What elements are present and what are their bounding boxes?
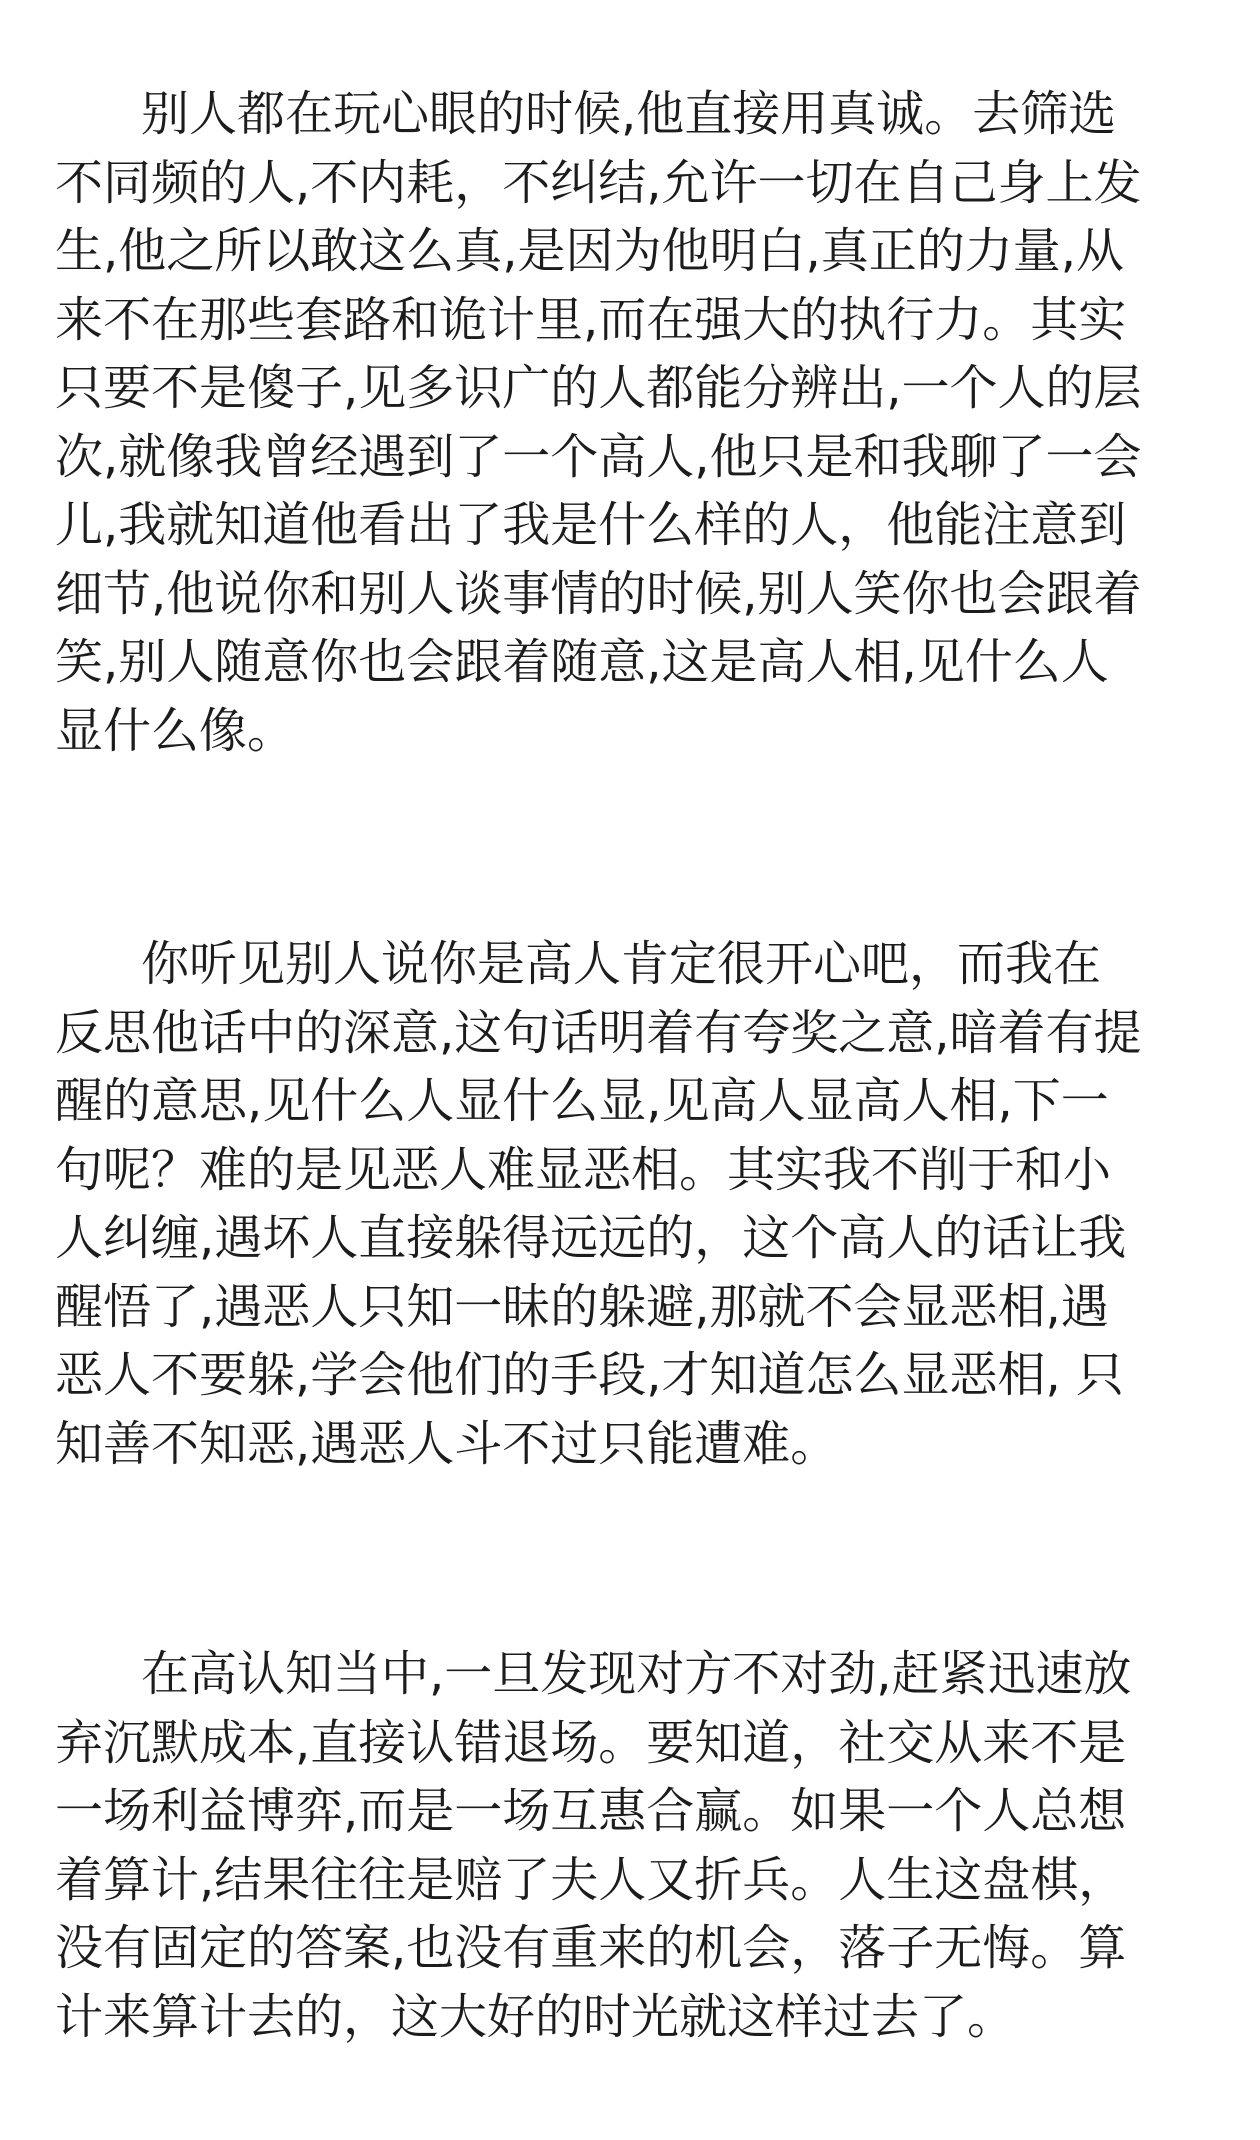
paragraph-line: 反思他话中的深意,这句话明着有夸奖之意,暗着有提	[55, 1004, 1142, 1061]
paragraph-line: 知善不知恶,遇恶人斗不过只能遭难。	[55, 1415, 839, 1472]
paragraph-line: 笑,别人随意你也会跟着随意,这是高人相,见什么人	[55, 634, 1109, 690]
paragraph-line: 醒悟了,遇恶人只知一昧的躲避,那就不会显恶相,遇	[55, 1278, 1109, 1335]
paragraph-line: 显什么像。	[55, 702, 296, 759]
paragraph-line: 一场利益博弈,而是一场互惠合赢。如果一个人总想	[55, 1783, 1127, 1839]
paragraph-line: 生,他之所以敢这么真,是因为他明白,真正的力量,从	[55, 223, 1125, 279]
paragraph-line: 只要不是傻子,见多识广的人都能分辨出,一个人的层	[55, 360, 1142, 416]
paragraph-line: 没有固定的答案,也没有重来的机会，落子无悔。算	[55, 1920, 1127, 1976]
paragraph-1	[55, 80, 1207, 765]
paragraph-line: 来不在那些套路和诡计里,而在强大的执行力。其实	[55, 291, 1127, 348]
paragraph-line: 在高认知当中,一旦发现对方不对劲,赶紧迅速放	[141, 1646, 1132, 1702]
paragraph-line: 儿,我就知道他看出了我是什么样的人，他能注意到	[55, 497, 1127, 553]
paragraph-3	[55, 1640, 1207, 2051]
paragraph-line: 着算计,结果往往是赔了夫人又折兵。人生这盘棋，	[55, 1851, 1127, 1908]
paragraph-line: 恶人不要躲,学会他们的手段,才知道怎么显恶相, 只	[55, 1347, 1125, 1403]
paragraph-line: 句呢？难的是见恶人难显恶相。其实我不削于和小	[55, 1141, 1112, 1198]
paragraph-line: 次,就像我曾经遇到了一个高人,他只是和我聊了一会	[55, 428, 1142, 485]
paragraph-line: 醒的意思,见什么人显什么显,见高人显高人相,下一	[55, 1073, 1109, 1129]
paragraph-line: 弃沉默成本,直接认错退场。要知道，社交从来不是	[55, 1714, 1127, 1771]
paragraph-line: 计来算计去的，这大好的时光就这样过去了。	[55, 1988, 1016, 2045]
paragraph-line: 人纠缠,遇坏人直接躲得远远的，这个高人的话让我	[55, 1210, 1127, 1266]
paragraph-2	[55, 930, 1207, 1478]
paragraph-line: 你听见别人说你是高人肯定很开心吧，而我在	[141, 936, 1102, 992]
paragraph-line: 细节,他说你和别人谈事情的时候,别人笑你也会跟着	[55, 565, 1142, 622]
paragraph-line: 别人都在玩心眼的时候,他直接用真诚。去筛选	[141, 86, 1117, 142]
paragraph-line: 不同频的人,不内耗，不纠结,允许一切在自己身上发	[55, 154, 1142, 211]
